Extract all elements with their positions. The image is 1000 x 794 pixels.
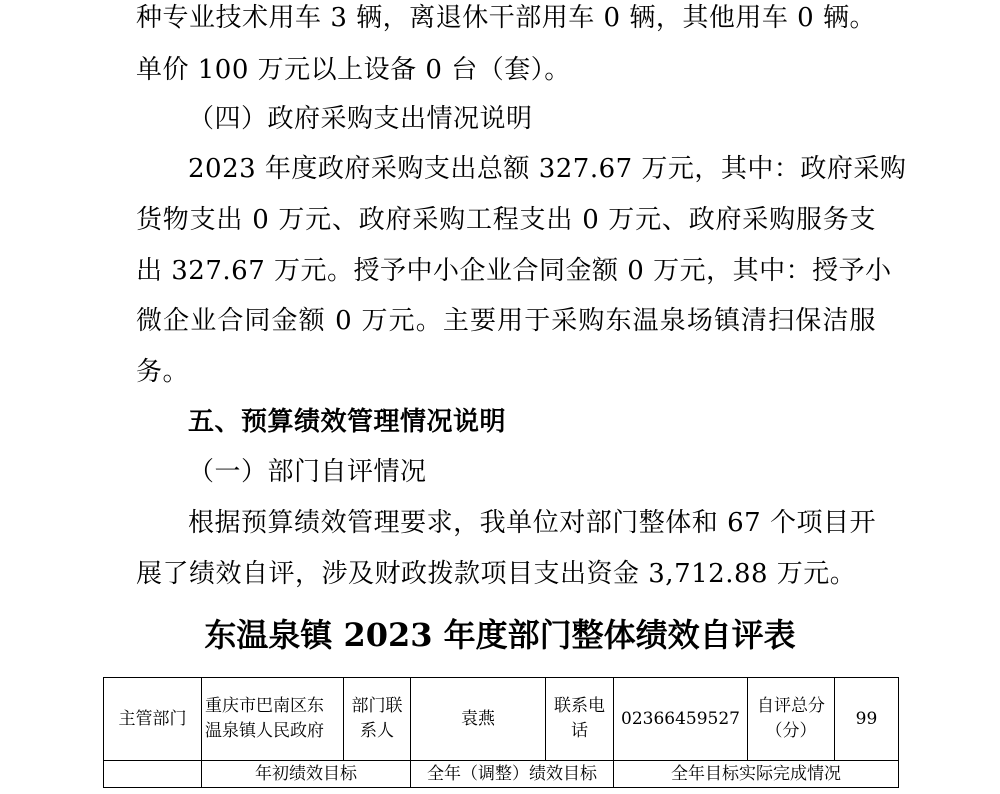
phone-value-cell: 02366459527 (614, 678, 748, 761)
section-heading-one: （一）部门自评情况 (188, 457, 427, 487)
empty-cell (104, 761, 202, 788)
actual-completion-header: 全年目标实际完成情况 (614, 761, 899, 788)
section-heading-4: （四）政府采购支出情况说明 (188, 104, 533, 134)
dept-label-cell: 主管部门 (104, 678, 202, 761)
paragraph-line-11: 根据预算绩效管理要求，我单位对部门整体和 67 个项目开 (188, 508, 876, 538)
initial-target-header: 年初绩效目标 (202, 761, 411, 788)
paragraph-line-5: 货物支出 0 万元、政府采购工程支出 0 万元、政府采购服务支 (136, 205, 876, 235)
paragraph-line-6: 出 327.67 万元。授予中小企业合同金额 0 万元，其中：授予小 (136, 256, 892, 286)
contact-label-cell: 部门联系人 (344, 678, 411, 761)
table-row (104, 678, 899, 761)
score-value-cell: 99 (835, 678, 899, 761)
paragraph-line-1: 种专业技术用车 3 辆，离退休干部用车 0 辆，其他用车 0 辆。 (136, 3, 876, 33)
paragraph-line-7: 微企业合同金额 0 万元。主要用于采购东温泉场镇清扫保洁服 (136, 306, 876, 336)
score-label-cell: 自评总分（分） (748, 678, 835, 761)
phone-label-cell: 联系电话 (546, 678, 614, 761)
contact-value-cell: 袁燕 (411, 678, 546, 761)
performance-table (103, 677, 899, 788)
section-heading-five: 五、预算绩效管理情况说明 (188, 407, 507, 437)
paragraph-line-8: 务。 (136, 357, 190, 387)
paragraph-line-12: 展了绩效自评，涉及财政拨款项目支出资金 3,712.88 万元。 (136, 559, 857, 589)
dept-value-cell: 重庆市巴南区东温泉镇人民政府 (202, 678, 344, 761)
paragraph-line-2: 单价 100 万元以上设备 0 台（套）。 (136, 55, 571, 85)
adjusted-target-header: 全年（调整）绩效目标 (411, 761, 614, 788)
table-title: 东温泉镇 2023 年度部门整体绩效自评表 (204, 616, 796, 654)
table-row (104, 761, 899, 788)
paragraph-line-4: 2023 年度政府采购支出总额 327.67 万元，其中：政府采购 (188, 154, 907, 184)
